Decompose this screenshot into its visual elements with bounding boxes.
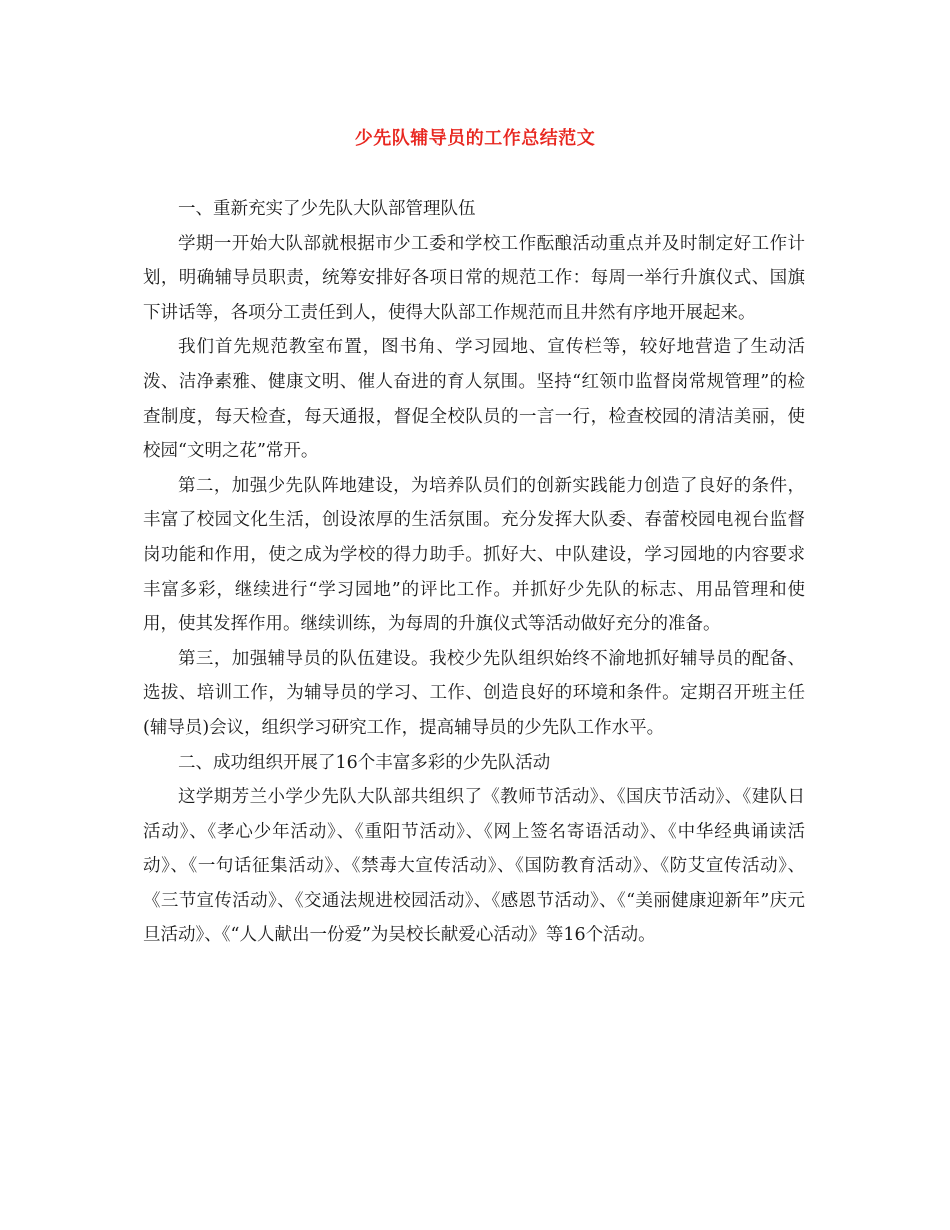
paragraph-3: 第二，加强少先队阵地建设，为培养队员们的创新实践能力创造了良好的条件，丰富了校园文化生活，创设浓厚的生活氛围。充分发挥大队委、春蕾校园电视台监督岗功能和作用，使之成为学校的得力助手。抓好大、中队建设，学习园地的内容要求丰富多彩，继续进行“学习园地”的评比工作。并抓好少先队的标志、用品管理和使用，使其发挥作用。继续训练，为每周的升旗仪式等活动做好充分的准备。 <box>143 475 805 635</box>
document-body <box>143 192 805 953</box>
paragraph-2: 我们首先规范教室布置，图书角、学习园地、宣传栏等，较好地营造了生动活泼、洁净素雅、健康文明、催人奋进的育人氛围。坚持“红领巾监督岗常规管理”的检查制度，每天检查，每天通报，督促全校队员的一言一行，检查校园的清洁美丽，使校园“文明之花”常开。 <box>143 337 805 462</box>
paragraph-5: 这学期芳兰小学少先队大队部共组织了《教师节活动》、《国庆节活动》、《建队日活动》、《孝心少年活动》、《重阳节活动》、《网上签名寄语活动》、《中华经典诵读活动》、《一句话征集活动》、《禁毒大宣传活动》、《国防教育活动》、《防艾宣传活动》、《三节宣传活动》、《交通法规进校园活动》、《感恩节活动》、《“美丽健康迎新年”庆元旦活动》、《“人人献出一份爱”为吴校长献爱心活动》等16个活动。 <box>143 787 805 946</box>
section-heading-1: 一、重新充实了少先队大队部管理队伍 <box>178 199 476 219</box>
paragraph-1: 学期一开始大队部就根据市少工委和学校工作酝酿活动重点并及时制定好工作计划，明确辅导员职责，统筹安排好各项日常的规范工作：每周一举行升旗仪式、国旗下讲话等，各项分工责任到人，使得大队部工作规范而且井然有序地开展起来。 <box>143 233 805 323</box>
paragraph-4: 第三，加强辅导员的队伍建设。我校少先队组织始终不渝地抓好辅导员的配备、选拔、培训工作，为辅导员的学习、工作、创造良好的环境和条件。定期召开班主任(辅导员)会议，组织学习研究工作，提高辅导员的少先队工作水平。 <box>143 648 805 738</box>
document-title: 少先队辅导员的工作总结范文 <box>354 128 596 149</box>
section-heading-2: 二、成功组织开展了16个丰富多彩的少先队活动 <box>178 752 551 773</box>
